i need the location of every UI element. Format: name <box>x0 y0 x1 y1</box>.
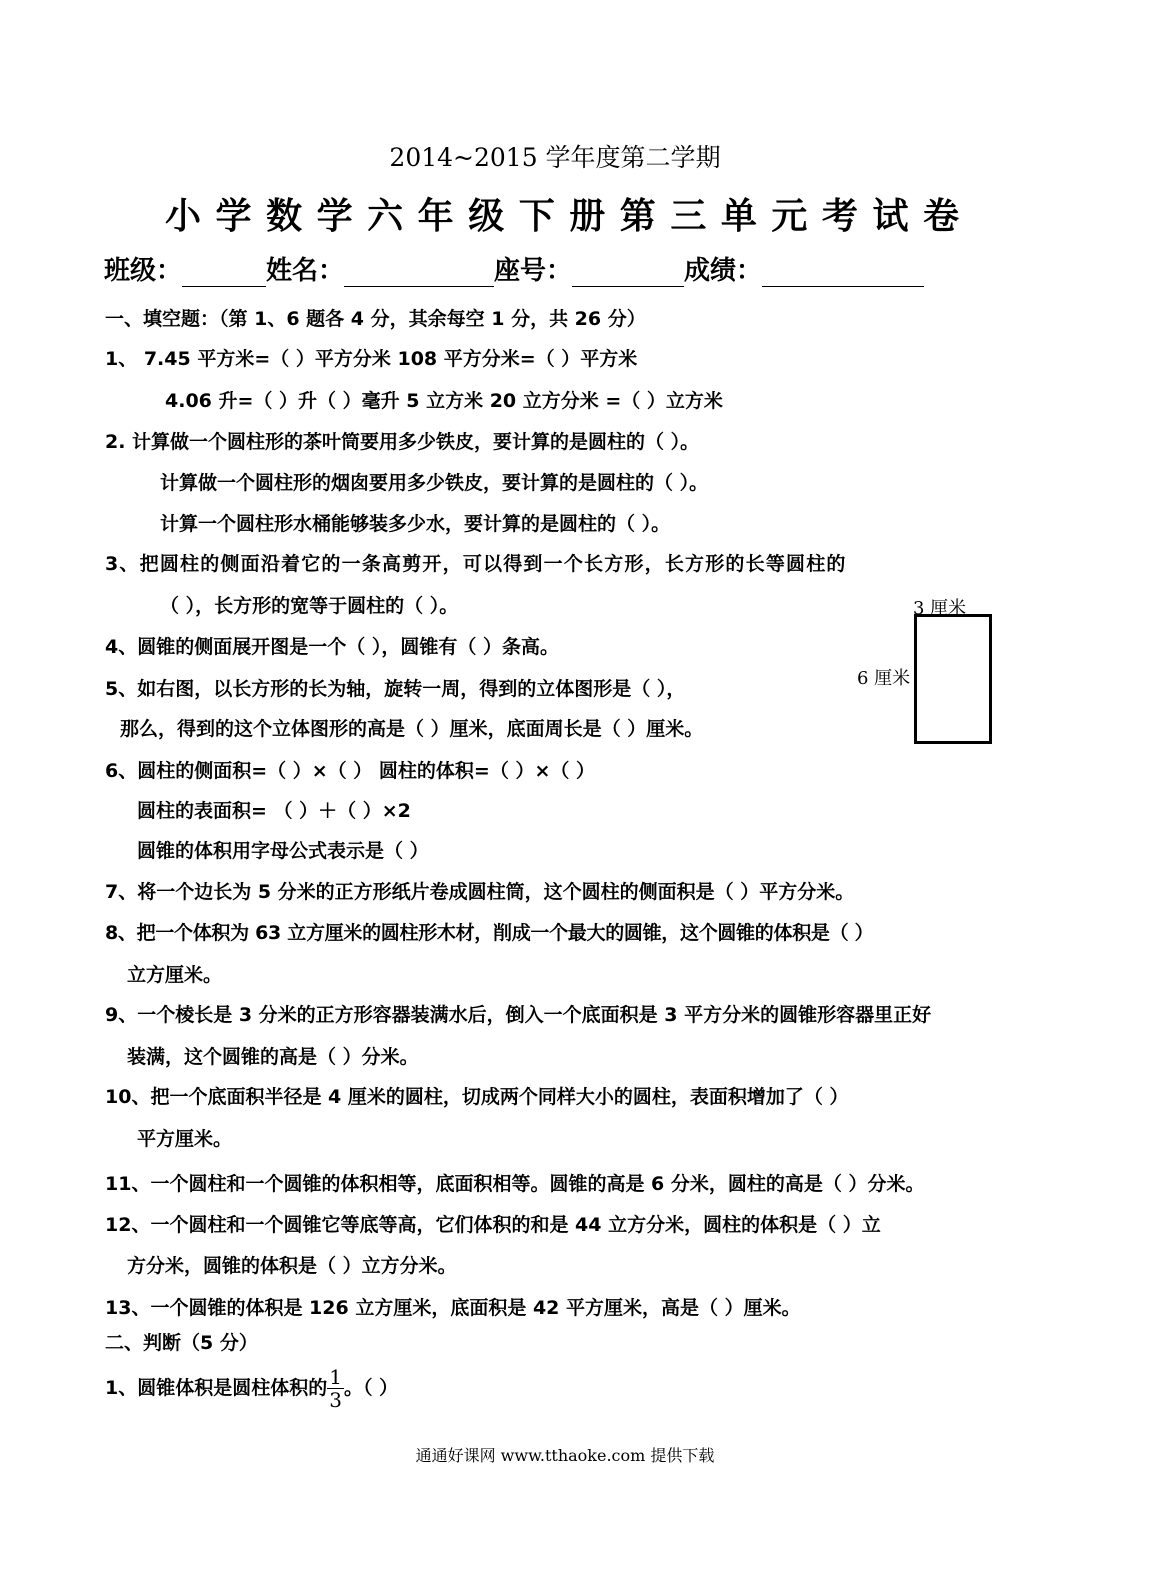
q2-line-a: 2. 计算做一个圆柱形的茶叶筒要用多少铁皮，要计算的是圆柱的（ ）。 <box>105 431 700 453</box>
seat-blank[interactable] <box>572 262 684 287</box>
class-blank[interactable] <box>182 262 266 287</box>
name-label: 姓名： <box>266 256 345 286</box>
name-blank[interactable] <box>344 262 494 287</box>
q11-line: 11、一个圆柱和一个圆锥的体积相等，底面积相等。圆锥的高是 6 分米，圆柱的高是（ ）分米。 <box>105 1173 925 1195</box>
judge-q1-text: 1、圆锥体积是圆柱体积的 <box>105 1377 328 1399</box>
judge-q1-blank[interactable]: 。（ ） <box>343 1377 399 1399</box>
seat-label: 座号： <box>494 256 573 286</box>
q3-line-a: 3、把圆柱的侧面沿着它的一条高剪开，可以得到一个长方形，长方形的长等圆柱的 <box>105 553 847 575</box>
class-label: 班级： <box>104 256 183 286</box>
term-heading: 2014~2015 学年度第二学期 <box>389 143 721 172</box>
q13-line: 13、一个圆锥的体积是 126 立方厘米，底面积是 42 平方厘米，高是（ ）厘米。 <box>105 1297 801 1319</box>
student-info-row <box>104 250 924 287</box>
section2-heading: 二、判断（5 分） <box>105 1332 258 1354</box>
score-label: 成绩： <box>684 256 763 286</box>
figure-top-label: 3 厘米 <box>913 598 967 619</box>
footer-source: 通通好课网 www.tthaoke.com 提供下载 <box>415 1446 715 1465</box>
q12-line-a: 12、一个圆柱和一个圆锥它等底等高，它们体积的和是 44 立方分米，圆柱的体积是（ ）立 <box>105 1214 881 1236</box>
figure-side-label: 6 厘米 <box>857 668 911 689</box>
q7-line: 7、将一个边长为 5 分米的正方形纸片卷成圆柱筒，这个圆柱的侧面积是（ ）平方分米。 <box>105 881 855 903</box>
fraction-denominator: 3 <box>329 1388 342 1412</box>
q3-line-b: （ ），长方形的宽等于圆柱的（ ）。 <box>160 595 459 617</box>
q6-line-a: 6、圆柱的侧面积=（ ）×（ ） 圆柱的体积=（ ）×（ ） <box>105 760 595 782</box>
rectangle-figure <box>914 614 992 744</box>
q1-line-a: 1、 7.45 平方米=（ ）平方分米 108 平方分米=（ ）平方米 <box>105 348 638 370</box>
q10-line-b: 平方厘米。 <box>137 1128 233 1150</box>
q2-line-b: 计算做一个圆柱形的烟囱要用多少铁皮，要计算的是圆柱的（ ）。 <box>160 472 709 494</box>
judge-q1 <box>105 1363 398 1413</box>
q12-line-b: 方分米，圆锥的体积是（ ）立方分米。 <box>127 1255 457 1277</box>
section1-heading: 一、填空题：（第 1、6 题各 4 分，其余每空 1 分，共 26 分） <box>105 308 646 330</box>
q6-line-c: 圆锥的体积用字母公式表示是（ ） <box>137 840 429 862</box>
q10-line-a: 10、把一个底面积半径是 4 厘米的圆柱，切成两个同样大小的圆柱，表面积增加了（ ） <box>105 1086 849 1108</box>
q9-line-a: 9、一个棱长是 3 分米的正方形容器装满水后，倒入一个底面积是 3 平方分米的圆锥形容器里正好 <box>105 1004 932 1026</box>
one-third-fraction <box>327 1366 344 1411</box>
q6-line-b: 圆柱的表面积= （ ）＋（ ）×2 <box>137 800 411 822</box>
q5-line-a: 5、如右图，以长方形的长为轴，旋转一周，得到的立体图形是（ ）， <box>105 678 686 700</box>
q4-line: 4、圆锥的侧面展开图是一个（ ），圆锥有（ ）条高。 <box>105 636 559 658</box>
fraction-numerator: 1 <box>329 1365 342 1389</box>
q1-line-b: 4.06 升=（ ）升（ ）毫升 5 立方米 20 立方分米 =（ ）立方米 <box>165 390 723 412</box>
q8-line-a: 8、把一个体积为 63 立方厘米的圆柱形木材，削成一个最大的圆锥，这个圆锥的体积是（ ） <box>105 922 874 944</box>
q9-line-b: 装满，这个圆锥的高是（ ）分米。 <box>127 1046 419 1068</box>
q2-line-c: 计算一个圆柱形水桶能够装多少水，要计算的是圆柱的（ ）。 <box>160 513 671 535</box>
score-blank[interactable] <box>762 262 924 287</box>
q8-line-b: 立方厘米。 <box>127 964 223 986</box>
q5-line-b: 那么，得到的这个立体图形的高是（ ）厘米，底面周长是（ ）厘米。 <box>120 718 704 740</box>
page-title: 小 学 数 学 六 年 级 下 册 第 三 单 元 考 试 卷 <box>165 196 960 237</box>
